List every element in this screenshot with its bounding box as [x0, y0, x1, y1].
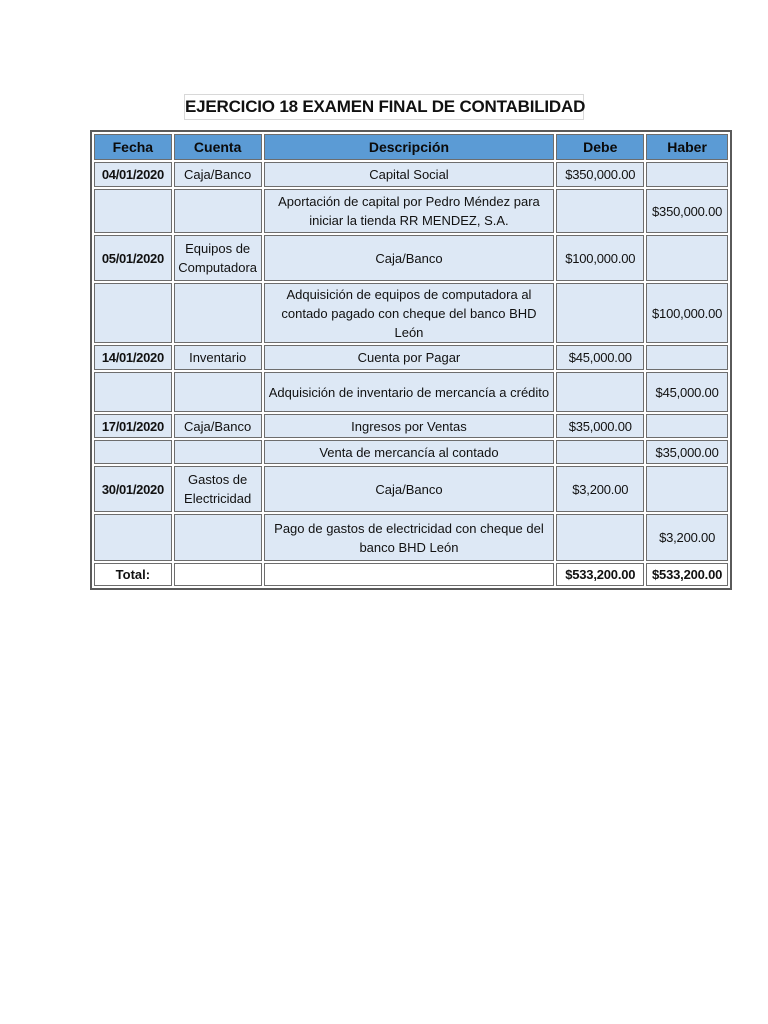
total-haber: $533,200.00 — [646, 563, 728, 586]
cell-descripcion: Adquisición de equipos de computadora al contado pagado con cheque del banco BHD León — [264, 283, 555, 343]
header-haber: Haber — [646, 134, 728, 160]
cell-cuenta: Caja/Banco — [174, 414, 262, 438]
total-row — [94, 563, 728, 586]
cell-descripcion: Caja/Banco — [264, 466, 555, 512]
cell-descripcion: Pago de gastos de electricidad con cheque del banco BHD León — [264, 514, 555, 561]
total-descripcion-empty — [264, 563, 555, 586]
table-row — [94, 466, 728, 512]
cell-fecha: 17/01/2020 — [94, 414, 172, 438]
table-row — [94, 414, 728, 438]
cell-debe: $35,000.00 — [556, 414, 644, 438]
cell-haber: $45,000.00 — [646, 372, 728, 412]
cell-cuenta — [174, 189, 262, 233]
header-fecha: Fecha — [94, 134, 172, 160]
total-debe: $533,200.00 — [556, 563, 644, 586]
cell-descripcion: Venta de mercancía al contado — [264, 440, 555, 464]
cell-cuenta: Equipos de Computadora — [174, 235, 262, 281]
total-cuenta-empty — [174, 563, 262, 586]
cell-cuenta: Gastos de Electricidad — [174, 466, 262, 512]
cell-debe — [556, 283, 644, 343]
cell-haber — [646, 235, 728, 281]
cell-fecha: 30/01/2020 — [94, 466, 172, 512]
cell-fecha: 04/01/2020 — [94, 162, 172, 187]
cell-haber — [646, 162, 728, 187]
table-row — [94, 345, 728, 370]
cell-fecha: 14/01/2020 — [94, 345, 172, 370]
cell-haber: $350,000.00 — [646, 189, 728, 233]
table-row — [94, 235, 728, 281]
cell-descripcion: Cuenta por Pagar — [264, 345, 555, 370]
cell-fecha — [94, 189, 172, 233]
table-row — [94, 440, 728, 464]
cell-cuenta — [174, 372, 262, 412]
cell-debe — [556, 372, 644, 412]
cell-cuenta — [174, 514, 262, 561]
cell-cuenta — [174, 283, 262, 343]
header-descripcion: Descripción — [264, 134, 555, 160]
cell-descripcion: Caja/Banco — [264, 235, 555, 281]
cell-fecha — [94, 440, 172, 464]
cell-debe — [556, 440, 644, 464]
table-row — [94, 189, 728, 233]
cell-haber: $35,000.00 — [646, 440, 728, 464]
cell-debe: $3,200.00 — [556, 466, 644, 512]
cell-debe: $350,000.00 — [556, 162, 644, 187]
table-header-row — [94, 134, 728, 160]
journal-table — [90, 130, 732, 590]
header-cuenta: Cuenta — [174, 134, 262, 160]
cell-cuenta: Inventario — [174, 345, 262, 370]
cell-haber: $3,200.00 — [646, 514, 728, 561]
document-title: EJERCICIO 18 EXAMEN FINAL DE CONTABILIDAD — [184, 94, 584, 120]
table-row — [94, 162, 728, 187]
cell-fecha — [94, 514, 172, 561]
cell-descripcion: Capital Social — [264, 162, 555, 187]
table-row — [94, 283, 728, 343]
cell-debe — [556, 514, 644, 561]
cell-debe — [556, 189, 644, 233]
cell-haber — [646, 345, 728, 370]
header-debe: Debe — [556, 134, 644, 160]
cell-debe: $45,000.00 — [556, 345, 644, 370]
cell-debe: $100,000.00 — [556, 235, 644, 281]
cell-haber — [646, 466, 728, 512]
cell-fecha — [94, 372, 172, 412]
table-row — [94, 372, 728, 412]
cell-haber — [646, 414, 728, 438]
cell-fecha — [94, 283, 172, 343]
cell-haber: $100,000.00 — [646, 283, 728, 343]
table-row — [94, 514, 728, 561]
cell-descripcion: Ingresos por Ventas — [264, 414, 555, 438]
cell-cuenta: Caja/Banco — [174, 162, 262, 187]
cell-descripcion: Adquisición de inventario de mercancía a crédito — [264, 372, 555, 412]
total-label: Total: — [94, 563, 172, 586]
cell-cuenta — [174, 440, 262, 464]
cell-descripcion: Aportación de capital por Pedro Méndez para iniciar la tienda RR MENDEZ, S.A. — [264, 189, 555, 233]
cell-fecha: 05/01/2020 — [94, 235, 172, 281]
